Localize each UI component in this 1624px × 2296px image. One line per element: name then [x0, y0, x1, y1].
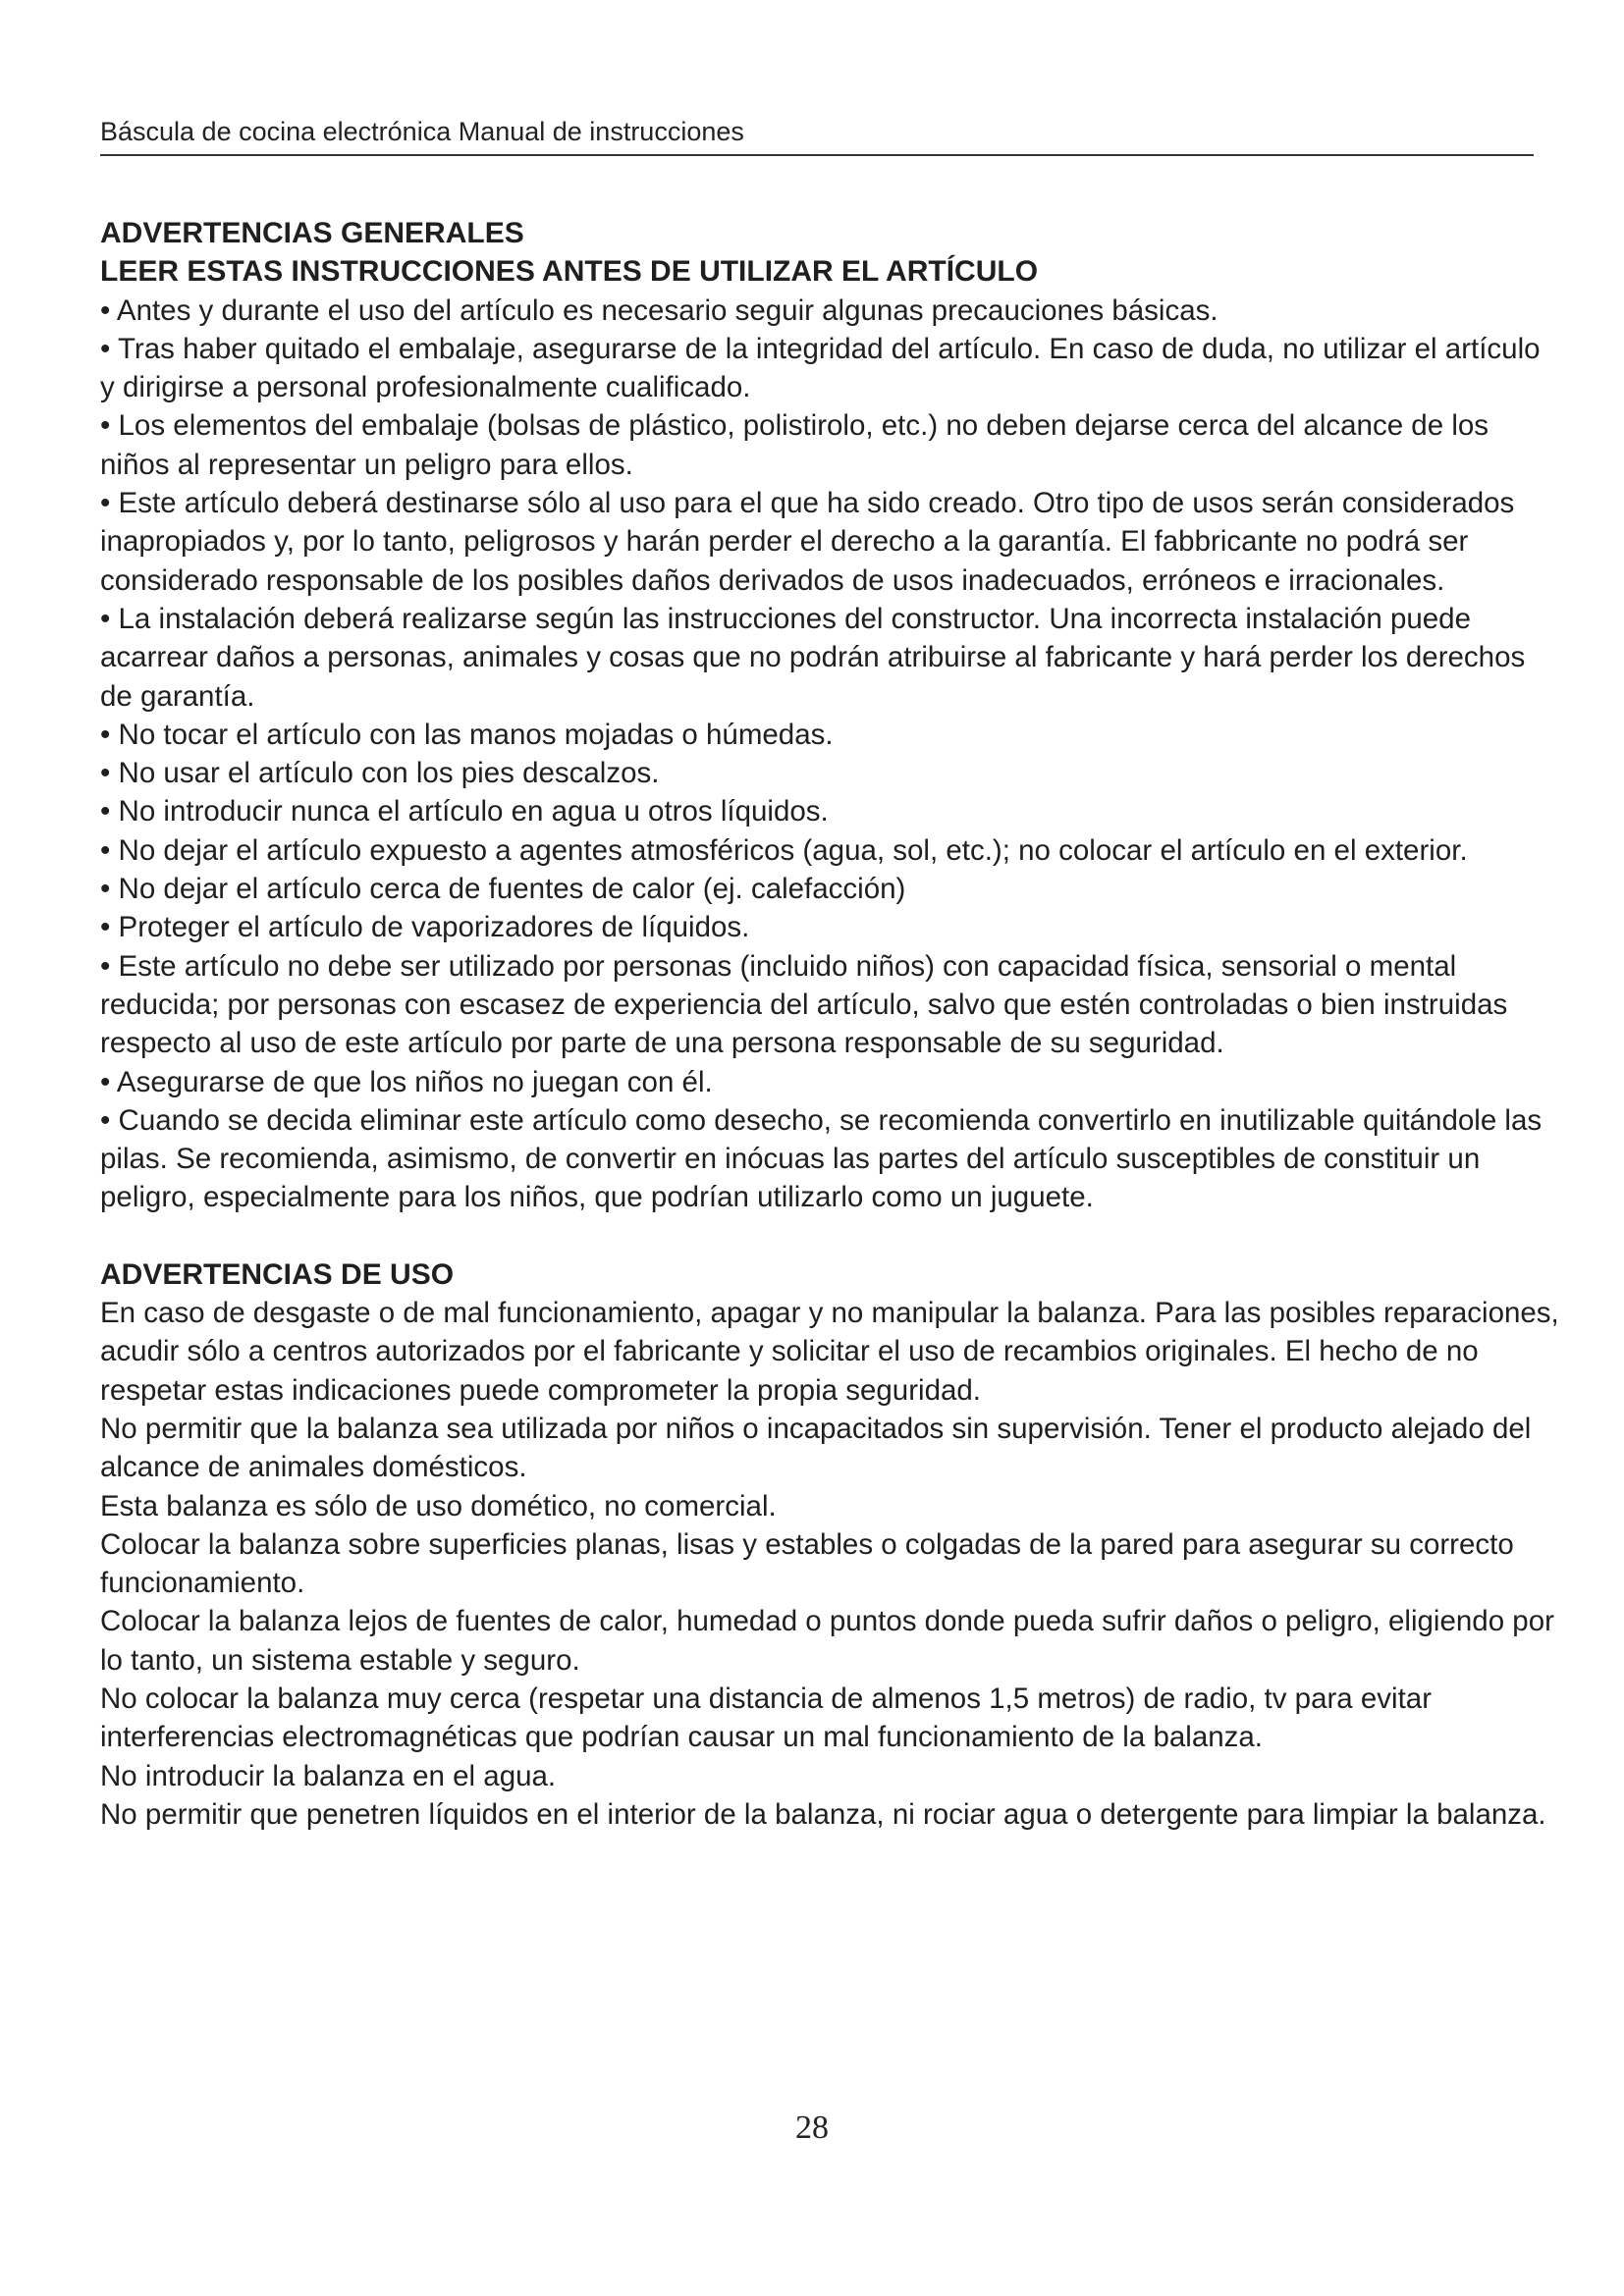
warning-item: • No introducir nunca el artículo en agua u otros líquidos.: [100, 795, 829, 828]
warning-item: • Tras haber quitado el embalaje, asegurarse de la integridad del artículo. En caso de duda, no utilizar el artículo y dirigirse a personal profesionalmente cualificado.: [100, 332, 1541, 404]
warning-item: • Proteger el artículo de vaporizadores de líquidos.: [100, 911, 750, 944]
general-warnings-section: [100, 214, 1560, 1217]
usage-paragraph: Colocar la balanza sobre superficies planas, lisas y estables o colgadas de la pared para asegurar su correcto funcionamiento.: [100, 1527, 1514, 1600]
page-content: [100, 214, 1560, 1834]
usage-paragraph: No introducir la balanza en el agua.: [100, 1759, 557, 1792]
page-number: 28: [795, 2109, 829, 2146]
usage-warnings-section: [100, 1255, 1560, 1834]
warning-item: • Este artículo no debe ser utilizado por personas (incluido niños) con capacidad física, sensorial o mental reducida; por personas con escasez de experiencia del artículo, salvo que estén controladas o bien instruidas respecto al uso de este artículo por parte de una persona responsable de su seguridad.: [100, 949, 1508, 1060]
warning-item: • Antes y durante el uso del artículo es necesario seguir algunas precauciones básicas.: [100, 294, 1218, 327]
general-warnings-heading: ADVERTENCIAS GENERALES: [100, 217, 524, 249]
usage-paragraph: No colocar la balanza muy cerca (respetar una distancia de almenos 1,5 metros) de radio, tv para evitar interferencias electromagnéticas que podrían causar un mal funcionamiento de la balanza.: [100, 1682, 1433, 1754]
usage-paragraph: No permitir que la balanza sea utilizada por niños o incapacitados sin supervisión. Tener el producto alejado del alcance de animales domésticos.: [100, 1412, 1532, 1484]
warning-item: • No usar el artículo con los pies descalzos.: [100, 757, 660, 790]
read-instructions-subheading: LEER ESTAS INSTRUCCIONES ANTES DE UTILIZAR EL ARTÍCULO: [100, 255, 1039, 289]
warning-item: • No tocar el artículo con las manos mojadas o húmedas.: [100, 718, 834, 751]
warning-item: • No dejar el artículo expuesto a agentes atmosféricos (agua, sol, etc.); no colocar el artículo en el exterior.: [100, 833, 1468, 867]
usage-paragraph: Colocar la balanza lejos de fuentes de calor, humedad o puntos donde pueda sufrir daños o peligro, eligiendo por lo tanto, un sistema estable y seguro.: [100, 1605, 1554, 1677]
usage-warnings-heading: ADVERTENCIAS DE USO: [100, 1257, 455, 1291]
warning-item: • La instalación deberá realizarse según las instrucciones del constructor. Una incorrecta instalación puede acarrear daños a personas, animales y cosas que no podrán atribuirse al fabricante y hará perder los derechos de garantía.: [100, 602, 1526, 713]
warning-item: • Los elementos del embalaje (bolsas de plástico, polistirolo, etc.) no deben dejarse cerca del alcance de los niños al representar un peligro para ellos.: [100, 409, 1489, 481]
warning-item: • Asegurarse de que los niños no juegan con él.: [100, 1065, 713, 1098]
warning-item: • Este artículo deberá destinarse sólo al uso para el que ha sido creado. Otro tipo de usos serán considerados inapropiados y, por lo tanto, peligrosos y harán perder el derecho a la garantía. El fabbricante no podrá ser considerado responsable de los posibles daños derivados de usos inadecuados, erróneos e irracionales.: [100, 487, 1515, 597]
usage-paragraph: No permitir que penetren líquidos en el interior de la balanza, ni rociar agua o detergente para limpiar la balanza.: [100, 1797, 1546, 1831]
usage-paragraph: En caso de desgaste o de mal funcionamiento, apagar y no manipular la balanza. Para las posibles reparaciones, acudir sólo a centros autorizados por el fabricante y solicitar el uso de recambios originales. El hecho de no respetar estas indicaciones puede comprometer la propia seguridad.: [100, 1297, 1559, 1407]
running-header: Báscula de cocina electrónica Manual de instrucciones: [100, 117, 744, 146]
usage-paragraph: Esta balanza es sólo de uso domético, no comercial.: [100, 1489, 777, 1522]
section-spacer: [100, 1217, 1560, 1255]
warning-item: • No dejar el artículo cerca de fuentes de calor (ej. calefacción): [100, 873, 906, 906]
warning-item: • Cuando se decida eliminar este artículo como desecho, se recomienda convertirlo en inutilizable quitándole las pilas. Se recomienda, asimismo, de convertir en inócuas las partes del artículo susceptibles de constituir un peligro, especialmente para los niños, que podrían utilizarlo como un juguete.: [100, 1103, 1543, 1214]
header-divider: [100, 154, 1534, 156]
